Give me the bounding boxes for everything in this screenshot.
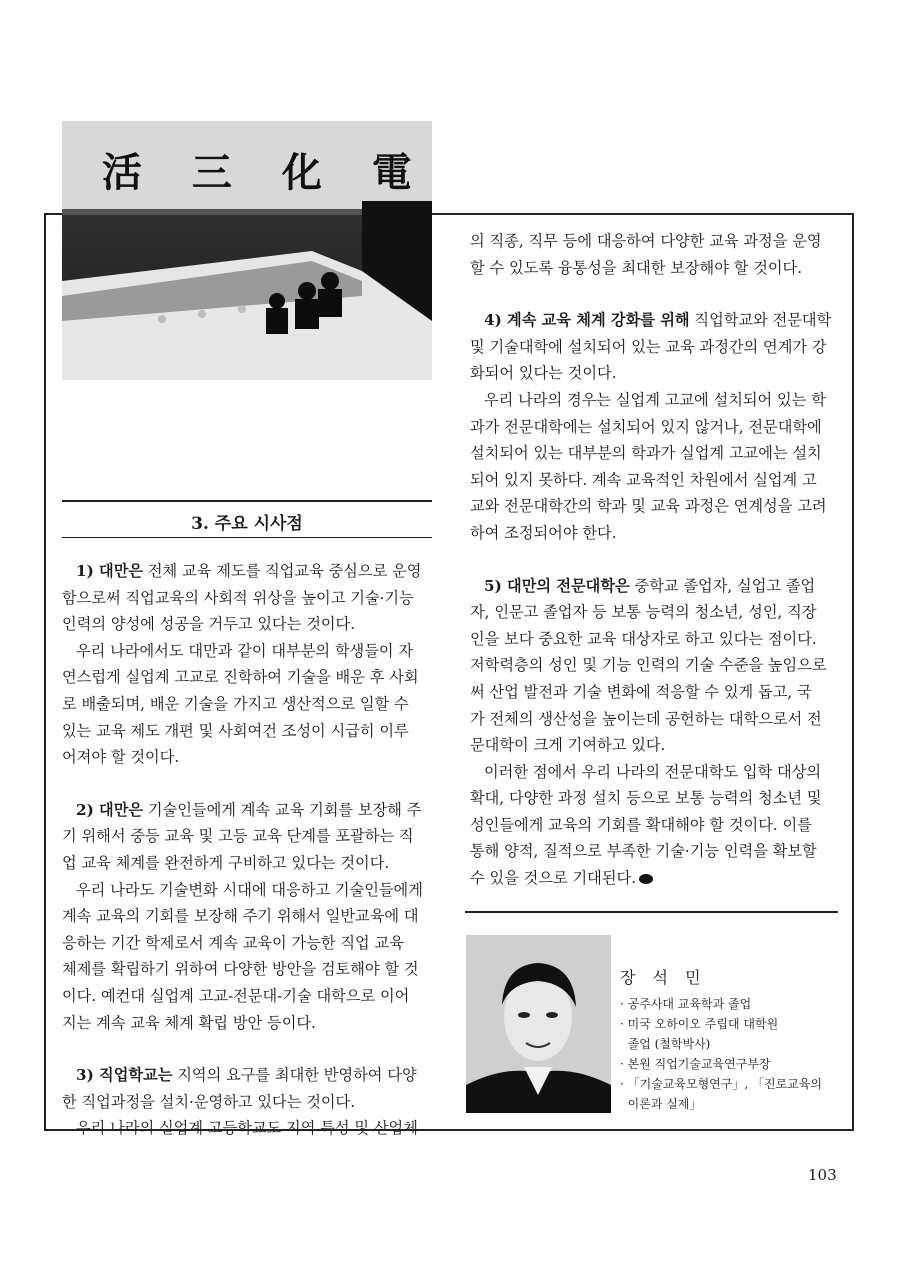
item1-para2-3: 로 배출되며, 배운 기술을 가지고 생산적으로 일할 수 (62, 694, 409, 713)
item4-line-3: 화되어 있다는 것이다. (470, 364, 617, 383)
item4-line-1: 직업학교와 전문대학 (689, 311, 832, 330)
item5-line-3: 인을 보다 중요한 교육 대상자로 하고 있다는 점이다. (470, 629, 817, 648)
author-detail-3: 졸업 (철학박사) (620, 1037, 711, 1051)
author-rule (465, 911, 838, 913)
frame-top-right (432, 213, 854, 215)
item3-lead: 3) 직업학교는 (76, 1066, 173, 1085)
item4-para2-6: 하여 조정되어야 한다. (470, 523, 617, 542)
author-detail-5: · 「기술교육모형연구」, 「진로교육의 (620, 1077, 822, 1091)
item5-line-4: 저학력층의 성인 및 기능 인력의 기술 수준을 높임으로 (470, 656, 827, 675)
item4-para2-1: 우리 나라의 경우는 실업계 고교에 설치되어 있는 학 (484, 390, 826, 409)
item1-lead: 1) 대만은 (76, 562, 144, 580)
right-column (470, 228, 838, 892)
meeting-photo (62, 121, 432, 380)
item4-para2-2: 과가 전문대학에는 설치되어 있지 않거나, 전문대학에 (470, 417, 822, 436)
item5-para2-4: 통해 양적, 질적으로 부족한 기술·기능 인력을 확보할 (470, 842, 817, 861)
continuation-line-2: 할 수 있도록 융통성을 최대한 보장해야 할 것이다. (470, 258, 803, 277)
frame-top-left-stub (44, 213, 64, 215)
item5-line-7: 문대학이 크게 기여하고 있다. (470, 736, 666, 755)
frame-right (852, 213, 854, 1130)
frame-left (44, 213, 46, 1130)
author-detail-1: · 공주사대 교육학과 졸업 (620, 997, 752, 1011)
item3-first-line (62, 1062, 432, 1089)
item2-para2-3: 응하는 기간 학제로서 계속 교육이 가능한 직업 교육 (62, 933, 404, 952)
item4-line-2: 및 기술대학에 설치되어 있는 교육 과정간의 연계가 강 (470, 337, 827, 356)
author-detail-6: 이론과 실제」 (620, 1097, 702, 1111)
item2-lead: 2) 대만은 (76, 800, 144, 819)
item4-para2-3: 설치되어 있는 대부분의 학과가 실업계 고교에는 설치 (470, 444, 822, 463)
item2-para2-6: 지는 계속 교육 체계 확립 방안 등이다. (62, 1013, 316, 1032)
item2-para2-1: 우리 나라도 기술변화 시대에 대응하고 기술인들에게 (76, 880, 423, 899)
author-detail-4: · 본원 직업기술교육연구부장 (620, 1057, 771, 1071)
item5-para2-1: 이러한 점에서 우리 나라의 전문대학도 입학 대상의 (484, 762, 822, 781)
item2-para2-5: 이다. 예컨대 실업계 고교-전문대-기술 대학으로 이어 (62, 986, 410, 1005)
item2-para2-4: 체제를 확립하기 위하여 다양한 방안을 검토해야 할 것 (62, 960, 419, 979)
item4-lead: 4) 계속 교육 체계 강화를 위해 (484, 311, 690, 330)
item2-para2-2: 계속 교육의 기회를 보장해 주기 위해서 일반교육에 대 (62, 907, 419, 926)
item5-lead: 5) 대만의 전문대학은 (484, 576, 630, 595)
left-column (62, 558, 432, 1142)
photo-sign-text: 活 三 化 電 (102, 149, 430, 196)
item1-para2-5: 어져야 할 것이다. (62, 748, 180, 767)
continuation-line-1: 의 직종, 직무 등에 대응하여 다양한 교육 과정을 운영 (470, 232, 822, 250)
item3-para2-1: 우리 나라의 실업계 고등학교도 지역 특성 및 산업체 (76, 1119, 418, 1138)
item5-line-1: 중학교 졸업자, 실업고 졸업 (629, 576, 816, 595)
item1-para2-4: 있는 교육 제도 개편 및 사회여건 조성이 시급히 이루 (62, 721, 409, 740)
item5-line-6: 가 전체의 생산성을 높이는데 공헌하는 대학으로서 전 (470, 709, 822, 728)
item1-first-line (62, 558, 432, 585)
item4-para2-4: 되어 있지 못하다. 계속 교육적인 차원에서 실업계 고 (470, 470, 817, 489)
item2-line-2: 기 위해서 중등 교육 및 고등 교육 단계를 포괄하는 직 (62, 827, 414, 846)
page-number: 103 (808, 1166, 837, 1184)
author-name: 장 석 민 (620, 968, 707, 987)
item5-para2-2: 확대, 다양한 과정 설치 등으로 보통 능력의 청소년 및 (470, 789, 822, 808)
item5-line-2: 자, 인문고 졸업자 등 보통 능력의 청소년, 성인, 직장 (470, 603, 817, 622)
item5-para2-5 (470, 865, 838, 892)
item2-line-3: 업 교육 체계를 완전하게 구비하고 있다는 것이다. (62, 853, 390, 872)
item1-line-2: 함으로써 직업교육의 사회적 위상을 높이고 기술·기능 (62, 588, 414, 607)
item5-first-line (470, 573, 838, 600)
item3-line-2: 한 직업과정을 설치·운영하고 있다는 것이다. (62, 1092, 356, 1111)
item1-para2-1: 우리 나라에서도 대만과 같이 대부분의 학생들이 자 (76, 641, 414, 660)
section-rule (62, 500, 432, 502)
item1-line-1: 전체 교육 제도를 직업교육 중심으로 운영 (143, 562, 422, 580)
item5-para2-5-text: 수 있을 것으로 기대된다. (470, 869, 637, 888)
author-portrait (466, 935, 611, 1113)
item1-para2-2: 연스럽게 실업계 고교로 진학하여 기술을 배운 후 사회 (62, 668, 419, 687)
item1-line-3: 인력의 양성에 성공을 거두고 있다는 것이다. (62, 615, 356, 634)
item2-line-1: 기술인들에게 계속 교육 기회를 보장해 주 (143, 800, 422, 819)
author-info (620, 968, 845, 1114)
item4-para2-5: 교와 전문대학간의 학과 및 교육 과정은 연계성을 고려 (470, 497, 827, 516)
end-mark-icon (639, 874, 653, 884)
item5-line-5: 써 산업 발전과 기술 변화에 적응할 수 있게 돕고, 국 (470, 682, 812, 701)
item5-para2-3: 성인들에게 교육의 기회를 확대해야 할 것이다. 이를 (470, 815, 812, 834)
item2-first-line (62, 797, 432, 824)
author-detail-2: · 미국 오하이오 주립대 대학원 (620, 1017, 779, 1031)
section-rule-bottom (62, 537, 432, 538)
item4-first-line (470, 307, 838, 334)
section-heading: 3. 주요 시사점 (191, 514, 303, 534)
item3-line-1: 지역의 요구를 최대한 반영하여 다양 (172, 1066, 417, 1085)
